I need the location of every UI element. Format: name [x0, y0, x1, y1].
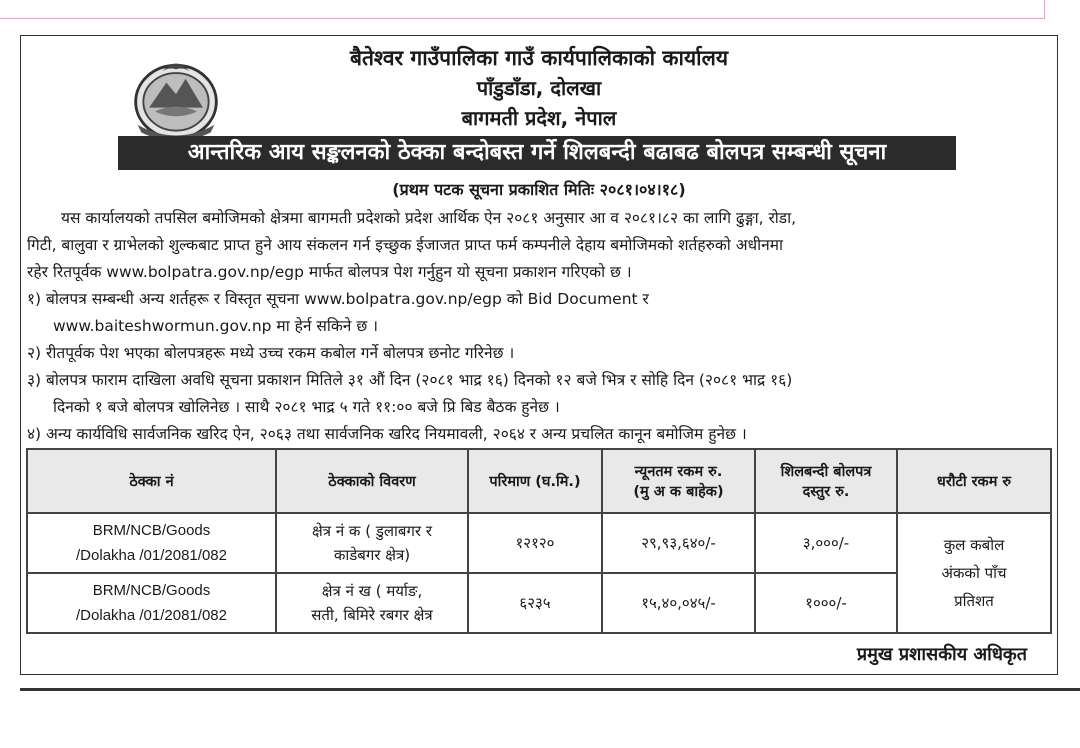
contract-table	[26, 448, 1052, 634]
condition-1-cont: www.baiteshwormun.gov.np मा हेर्न सकिने छ ।	[53, 317, 378, 335]
condition-2: २) रीतपूर्वक पेश भएका बोलपत्रहरू मध्ये उच्च रकम कबोल गर्ने बोलपत्र छनोट गरिनेछ ।	[27, 344, 515, 362]
contract-code-line-1: BRM/NCB/Goods	[92, 522, 211, 539]
contract-quantity: ६२३५	[468, 573, 602, 633]
contract-min-amount: २९,९३,६४०/-	[602, 513, 755, 573]
contract-code	[27, 513, 276, 573]
signature-title: प्रमुख प्रशासकीय अधिकृत	[856, 644, 1027, 665]
header-min-amount-line-1: न्यूनतम रकम रु.	[634, 464, 723, 480]
deposit-line-3: प्रतिशत	[954, 592, 994, 610]
contract-description	[276, 513, 468, 573]
intro-line-2: गिटी, बालुवा र ग्राभेलको शुल्कबाट प्राप्त हुने आय संकलन गर्न इच्छुक ईजाजत प्राप्त फर्म कम्पनीले देहाय बमोजिमको शर्तहरुको अधीनमा	[27, 236, 784, 254]
intro-line-1: यस कार्यालयको तपसिल बमोजिमको क्षेत्रमा बागमती प्रदेशको प्रदेश आर्थिक ऐन २०८१ अनुसार आ व २०८१।८२ का लागि ढुङ्गा, रोडा,	[61, 209, 797, 227]
contract-code	[27, 573, 276, 633]
contract-fee: ३,०००/-	[755, 513, 897, 573]
top-frame-border	[0, 0, 1045, 19]
bottom-rule	[20, 688, 1080, 691]
contract-deposit	[897, 513, 1051, 633]
notice	[20, 35, 1058, 675]
contract-description-line-2: काडेबगर क्षेत्र)	[333, 546, 411, 564]
table-row	[27, 513, 1051, 573]
contract-code-line-1: BRM/NCB/Goods	[92, 582, 211, 599]
table-header-row	[27, 449, 1051, 513]
publish-date: (प्रथम पटक सूचना प्रकाशित मितिः २०८१।०४।१८)	[392, 180, 686, 199]
office-location: पाँडुडाँडा, दोलखा	[476, 76, 602, 100]
header-fee-line-1: शिलबन्दी बोलपत्र	[780, 464, 872, 480]
contract-description	[276, 573, 468, 633]
condition-3: ३) बोलपत्र फाराम दाखिला अवधि सूचना प्रकाशन मितिले ३१ औं दिन (२०८१ भाद्र १६) दिनको १२ बजे भित्र र सोहि दिन (२०८१ भाद्र १६)	[27, 371, 793, 389]
header-min-amount-line-2: (मु अ क बाहेक)	[633, 484, 724, 500]
contract-min-amount: १५,४०,०४५/-	[602, 573, 755, 633]
condition-3-cont: दिनको १ बजे बोलपत्र खोलिनेछ । साथै २०८१ भाद्र ५ गते ११:०० बजे प्रि बिड बैठक हुनेछ ।	[53, 398, 560, 416]
office-name: बैतेश्वर गाउँपालिका गाउँ कार्यपालिकाको कार्यालय	[349, 46, 729, 70]
contract-description-line-1: क्षेत्र नं ख ( मर्याङ,	[321, 582, 423, 600]
contract-code-line-2: /Dolakha /01/2081/082	[76, 547, 227, 564]
deposit-line-2: अंकको पाँच	[941, 564, 1007, 582]
header-min-amount	[602, 449, 755, 513]
office-province: बागमती प्रदेश, नेपाल	[461, 106, 617, 130]
header-description: ठेक्काको विवरण	[276, 449, 468, 513]
intro-line-3: रहेर रितपूर्वक www.bolpatra.gov.np/egp मार्फत बोलपत्र पेश गर्नुहुन यो सूचना प्रकाशन गरिएको छ ।	[27, 263, 632, 281]
header-deposit: धरौटी रकम रु	[897, 449, 1051, 513]
deposit-line-1: कुल कबोल	[943, 536, 1005, 554]
contract-fee: १०००/-	[755, 573, 897, 633]
condition-4: ४) अन्य कार्यविधि सार्वजनिक खरिद ऐन, २०६३ तथा सार्वजनिक खरिद नियमावली, २०६४ र अन्य प्रचलित कानून बमोजिम हुनेछ ।	[27, 425, 747, 443]
header-fee-line-2: दस्तुर रु.	[802, 484, 850, 500]
contract-quantity: १२१२०	[468, 513, 602, 573]
contract-description-line-2: सती, बिमिरे रबगर क्षेत्र	[311, 606, 433, 624]
header-fee	[755, 449, 897, 513]
header-contract-no: ठेक्का नं	[27, 449, 276, 513]
notice-title-banner: आन्तरिक आय सङ्कलनको ठेक्का बन्दोबस्त गर्ने शिलबन्दी बढाबढ बोलपत्र सम्बन्धी सूचना	[118, 136, 956, 170]
header-quantity: परिमाण (घ.मि.)	[468, 449, 602, 513]
contract-code-line-2: /Dolakha /01/2081/082	[76, 607, 227, 624]
contract-description-line-1: क्षेत्र नं क ( डुलाबगर र	[312, 522, 432, 540]
condition-1: १) बोलपत्र सम्बन्धी अन्य शर्तहरू र विस्तृत सूचना www.bolpatra.gov.np/egp को Bid Document र	[27, 290, 649, 308]
